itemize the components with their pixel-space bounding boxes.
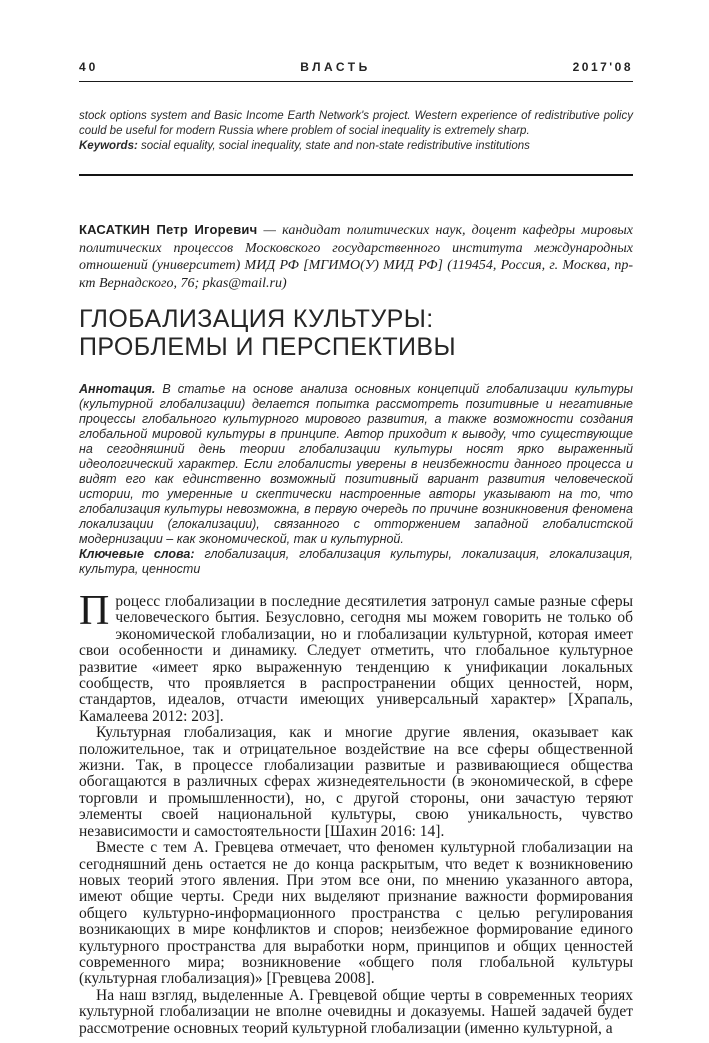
author-name: КАСАТКИН Петр Игоревич xyxy=(79,222,258,237)
drop-cap: П xyxy=(79,588,110,634)
body-paragraph-3: Вместе с тем А. Гревцева отмечает, что феномен культурной глобализации на сегодняшний день остается не до конца раскрытым, что ведет к возникновению новых теорий этого явления. При этом все они, по мнению указанного автора, имеют общие черты. Среди них выделяют признание важности формирования общего культурно-информационного пространства с целью регулирования возникающих в мире конфликтов и споров; неизбежное формирование единого культурного пространства для выработки норм, принципов и общих ценностей современного мира; возникновение «общего поля глобальной культуры (культурная глобализация)» [Гревцева 2008]. xyxy=(79,839,633,988)
english-abstract-text xyxy=(79,109,633,139)
page-number: 40 xyxy=(79,60,99,74)
english-abstract-body: stock options system and Basic Income Earth Network's project. Western experience of redistributive policy could be useful for modern Russia where problem of social inequality is extremely sharp. xyxy=(79,110,633,137)
author-info xyxy=(79,221,633,292)
body-paragraph-2: Культурная глобализация, как и многие другие явления, оказывает как положительное, так и отрицательное воздействие на все сферы общественной жизни. Так, в процессе глобализации развитые и развивающиеся общества обогащаются в различных сферах жизнедеятельности (в экономической, в сфере торговли и промышленности), но, с другой стороны, они зачастую теряют элементы своей национальной культуры, свою уникальность, чувство независимости и самостоятельности [Шахин 2016: 14]. xyxy=(79,724,633,840)
keywords-list: глобализация, глобализация культуры, локализация, глокализация, культура, ценности xyxy=(79,547,633,576)
issue-number: 2017'08 xyxy=(572,60,633,74)
body-paragraph-4: На наш взгляд, выделенные А. Гревцевой общие черты в современных теориях культурной глобализации не вполне очевидны и доказуемы. Нашей задачей будет рассмотрение основных теорий культурной глобализации (именно культурной, а xyxy=(79,986,633,1037)
body-paragraph-1 xyxy=(79,588,633,725)
section-divider-rule xyxy=(79,174,633,176)
annotation-label: Аннотация. xyxy=(79,382,156,396)
keywords-label: Ключевые слова: xyxy=(79,547,195,561)
article-title xyxy=(79,306,633,361)
annotation-paragraph xyxy=(79,382,633,547)
journal-title: ВЛАСТЬ xyxy=(300,60,371,74)
body-paragraph-1-text: роцесс глобализации в последние десятилетия затронул самые разные сферы человеческого бытия. Безусловно, сегодня мы можем говорить не только об экономической глобализации, но и глобализации культурной, которая имеет свои особенности и динамику. Следует отметить, что глобальное культурное развитие «имеет ярко выраженную тенденцию к унификации локальных сообществ, что проявляется в распространении общих ценностей, норм, стандартов, идеалов, отчасти имеющих универсальный характер» [Храпаль, Камалеева 2012: 203]. xyxy=(79,593,633,725)
english-keywords-list: social equality, social inequality, state and non-state redistributive institutions xyxy=(137,140,530,152)
english-keywords-label: Keywords: xyxy=(79,140,138,152)
author-details: — кандидат политических наук, доцент кафедры мировых политических процессов Московского государственного института международных отношений (университет) МИД РФ [МГИМО(У) МИД РФ] (119454, Россия, г. Москва, пр-кт Вернадского, 76; pkas@mail.ru) xyxy=(79,223,634,291)
english-keywords-line xyxy=(79,139,633,154)
article-title-line2: ПРОБЛЕМЫ И ПЕРСПЕКТИВЫ xyxy=(79,332,456,361)
keywords-line xyxy=(79,547,633,577)
annotation-text: В статье на основе анализа основных концепций глобализации культуры (культурной глобализации) делается попытка рассмотреть позитивные и негативные процессы глобального культурного мирового развития, а также возможности создания глобальной мировой культуры в принципе. Автор приходит к выводу, что существующие на сегодняшний день теории глобализации культуры носят ярко выраженный идеологический характер. Если глобалисты уверены в неизбежности данного процесса и видят его как единственно возможный позитивный вариант развития человеческой истории, то умеренные и скептически настроенные авторы указывают на то, что глобализация культуры невозможна, в первую очередь по причине возникновения феномена локализации (глокализации), связанного с отторжением западной глобалистской модернизации – как экономической, так и культурной. xyxy=(79,382,633,546)
article-body xyxy=(79,588,633,1037)
annotation-block xyxy=(79,382,633,577)
running-head xyxy=(79,60,633,82)
article-title-line1: ГЛОБАЛИЗАЦИЯ КУЛЬТУРЫ: xyxy=(79,305,434,333)
english-abstract xyxy=(79,109,633,154)
